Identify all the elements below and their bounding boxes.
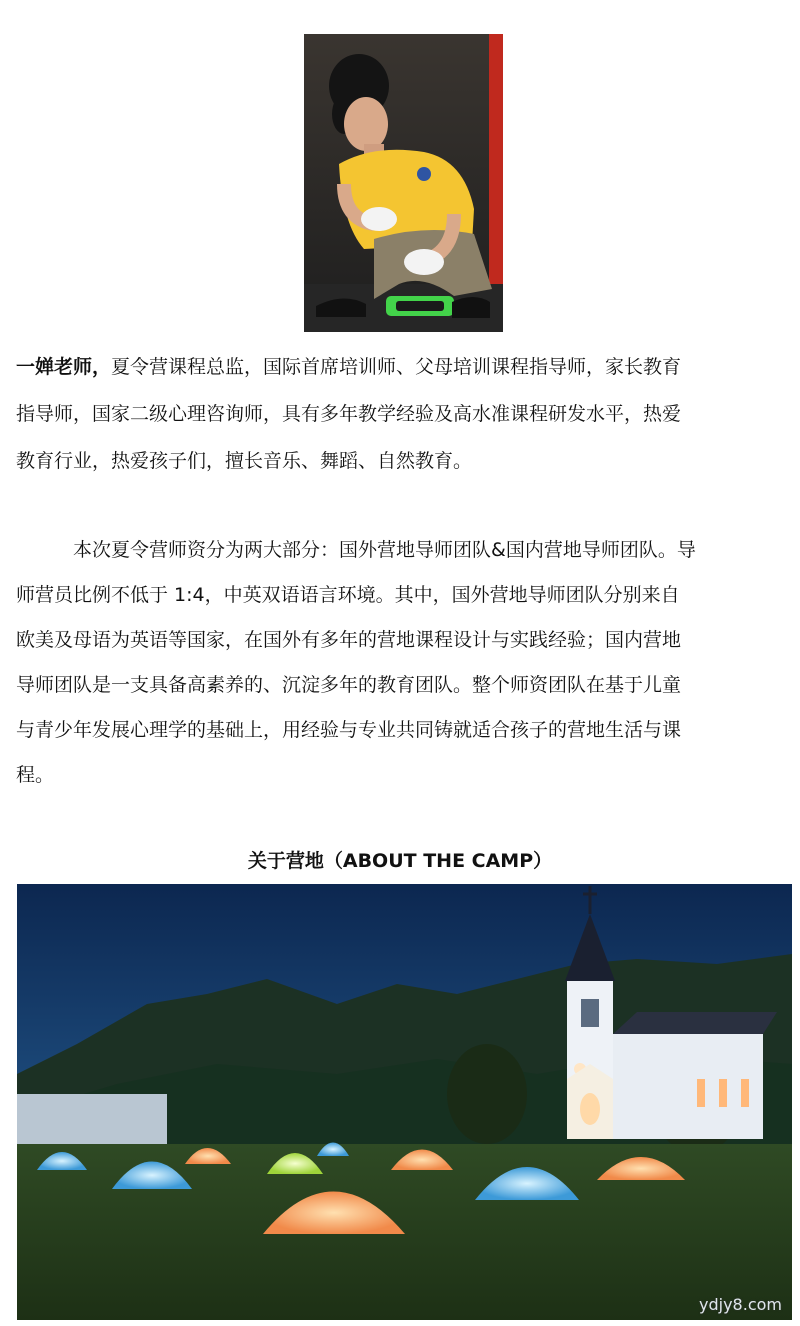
teacher-name: 一婵老师，	[16, 356, 112, 378]
bio-line-2: 指导师，国家二级心理咨询师，具有多年教学经验及高水准课程研发水平，热爱	[16, 403, 682, 425]
teacher-photo	[304, 34, 503, 332]
camp-heading: 关于营地（ABOUT THE CAMP）	[247, 850, 553, 872]
camp-illustration	[17, 884, 792, 1320]
bio-line-3: 教育行业，热爱孩子们，擅长音乐、舞蹈、自然教育。	[16, 450, 473, 472]
watermark: ydjy8.com	[699, 1295, 782, 1314]
teacher-bio	[16, 344, 792, 485]
intro-line-4: 导师团队是一支具备高素养的、沉淀多年的教育团队。整个师资团队在基于儿童	[16, 674, 682, 696]
intro-line-5: 与青少年发展心理学的基础上，用经验与专业共同铸就适合孩子的营地生活与课	[16, 719, 682, 741]
intro-line-3: 欧美及母语为英语等国家，在国外有多年的营地课程设计与实践经验；国内营地	[16, 629, 682, 651]
intro-line-6: 程。	[16, 764, 55, 786]
bio-line-1: 夏令营课程总监，国际首席培训师、父母培训课程指导师，家长教育	[111, 356, 682, 378]
teacher-illustration	[304, 34, 503, 332]
intro-line-1: 本次夏令营师资分为两大部分：国外营地导师团队&国内营地导师团队。导	[73, 539, 696, 561]
camp-photo	[17, 884, 792, 1320]
faculty-intro	[16, 528, 792, 798]
intro-line-2: 师营员比例不低于 1:4，中英双语语言环境。其中，国外营地导师团队分别来自	[16, 584, 680, 606]
